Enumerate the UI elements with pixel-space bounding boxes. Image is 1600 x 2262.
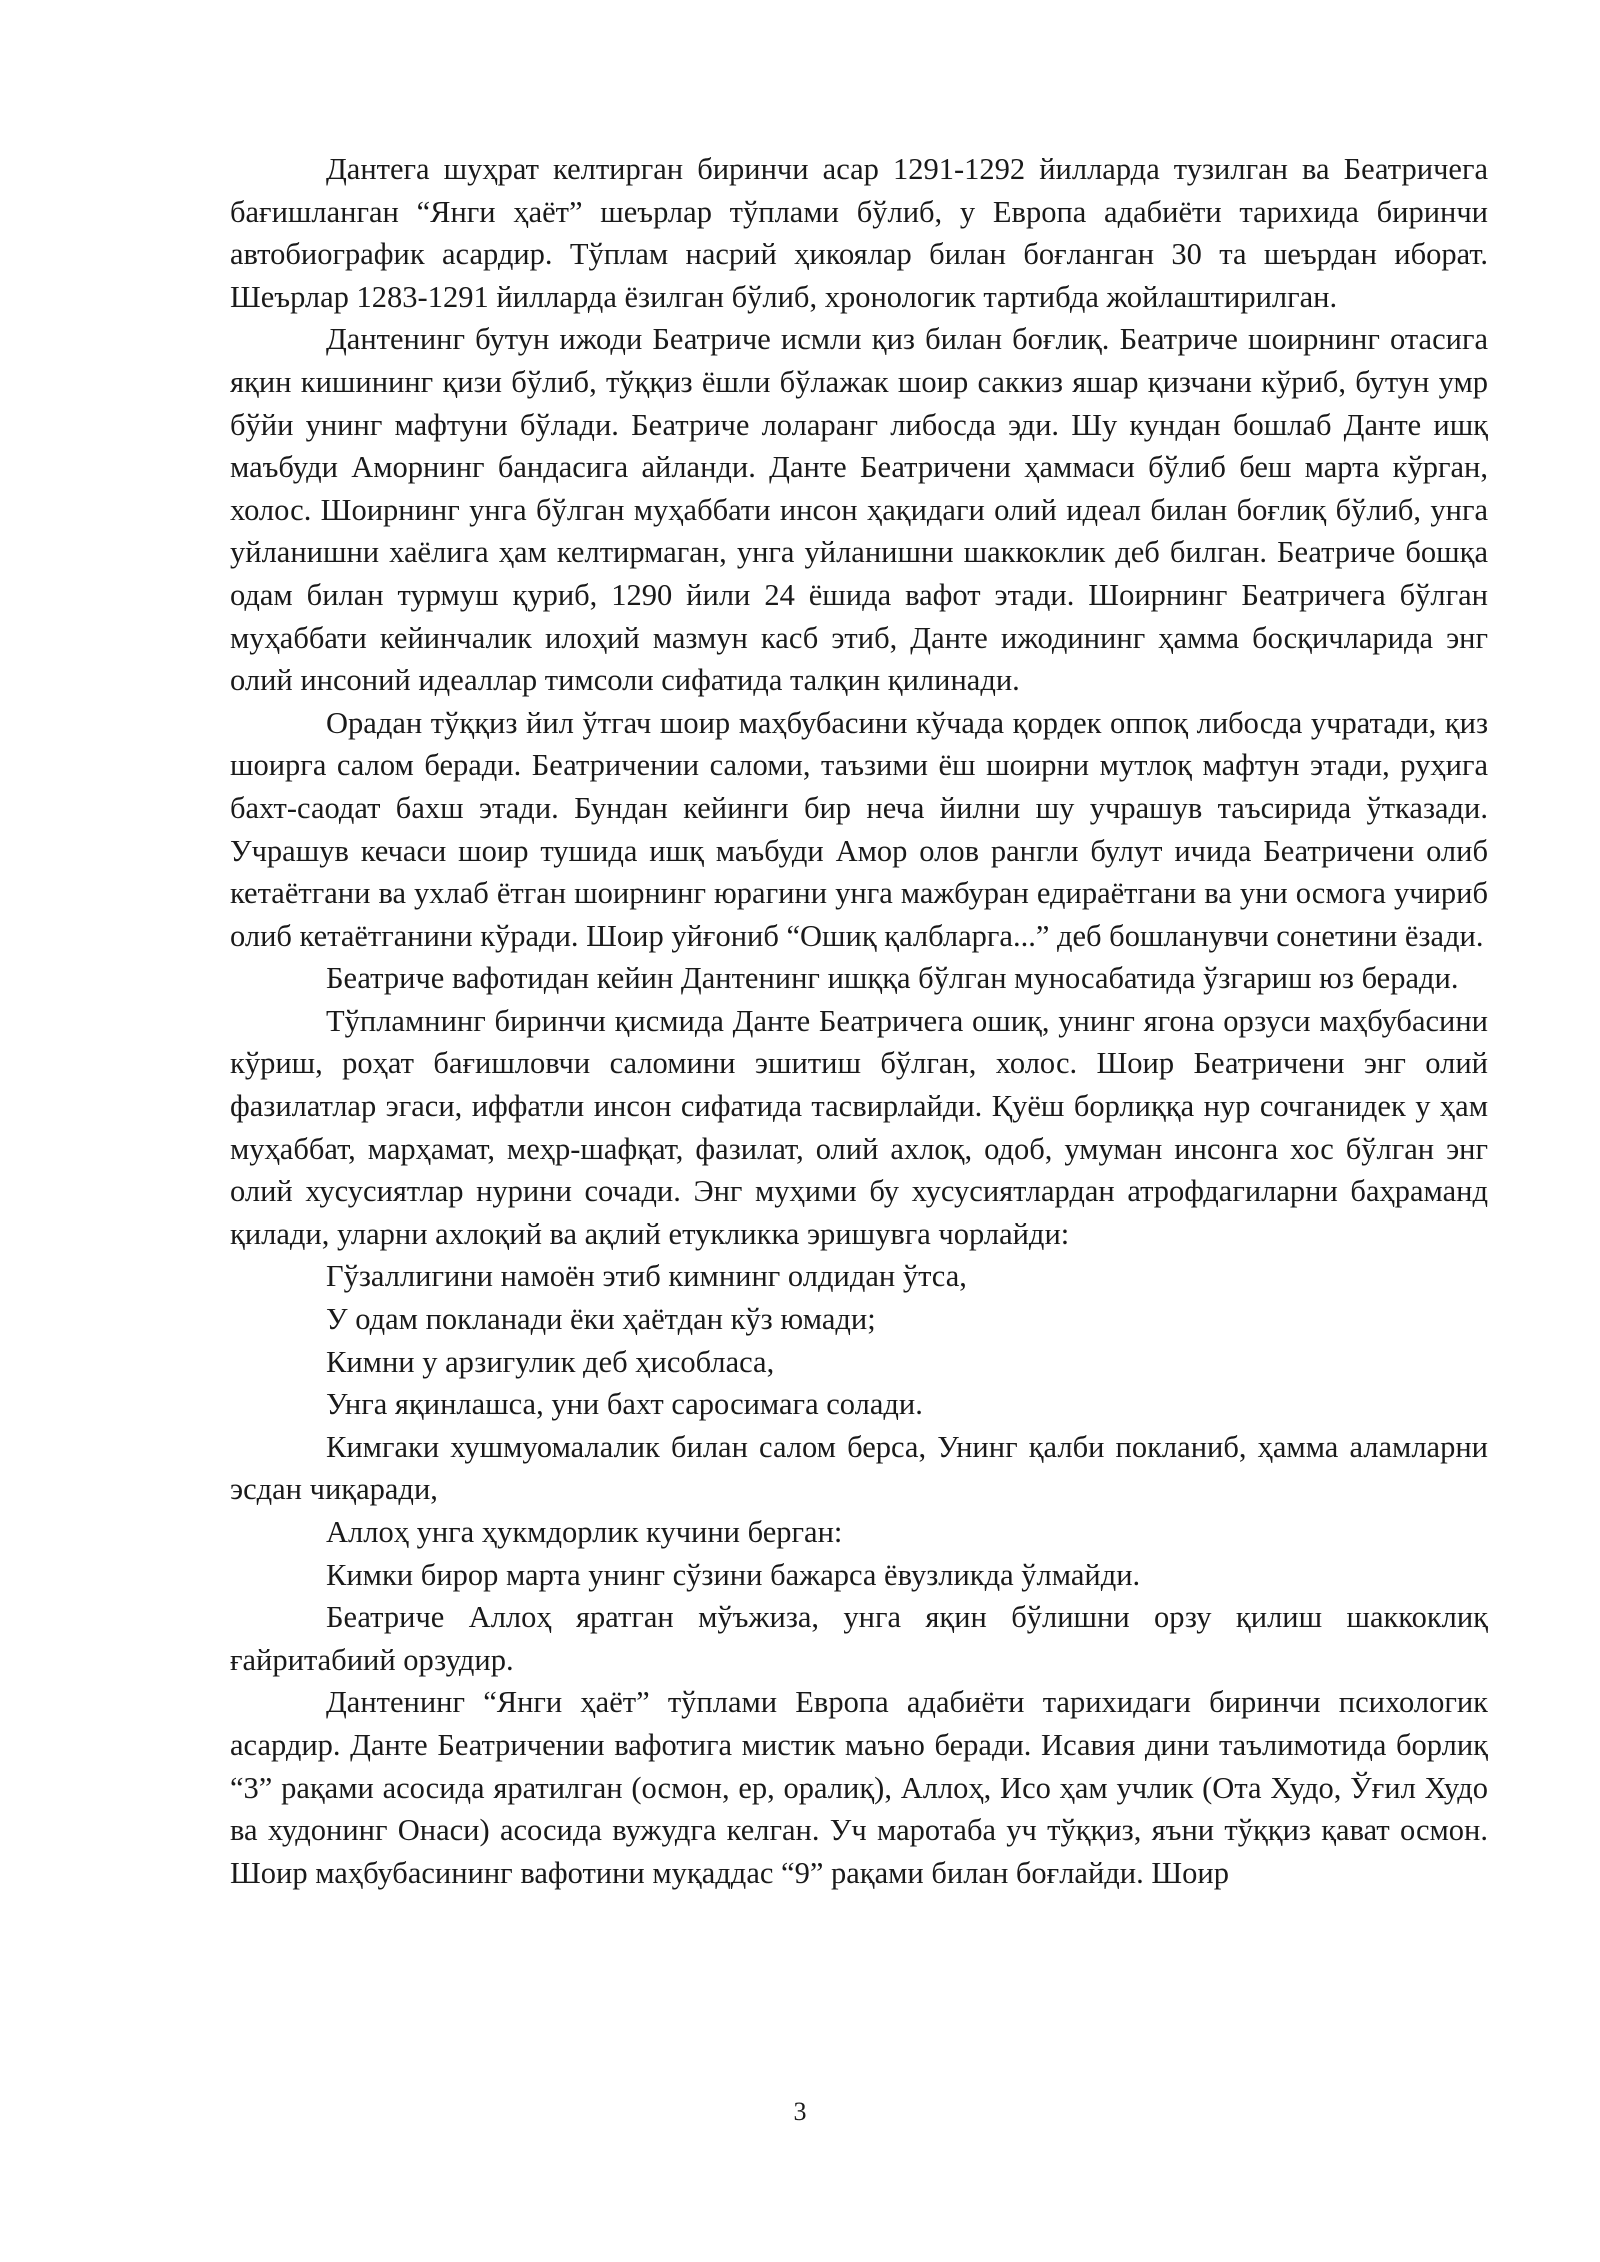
paragraph: Дантенинг “Янги ҳаёт” тўплами Европа адабиёти тарихидаги биринчи психологик асардир. Данте Беатричении вафотига мистик маъно беради. Исавия дини таълимотида борлиқ “3” рақами асосида яратилган (осмон, ер, оралиқ), Аллоҳ, Исо ҳам учлик (Ота Худо, Ўғил Худо ва худонинг Онаси) асосида вужудга келган. Уч маротаба уч тўққиз, яъни тўққиз қават осмон. Шоир маҳбубасининг вафотини муқаддас “9” рақами билан боғлайди. Шоир — [230, 1685, 1488, 1890]
paragraph: Беатриче Аллоҳ яратган мўъжиза, унга яқин бўлишни орзу қилиш шаккоклиқ ғайритабиий орзудир. — [230, 1600, 1488, 1677]
document-page — [230, 148, 1488, 1894]
paragraph: Дантенинг бутун ижоди Беатриче исмли қиз билан боғлиқ. Беатриче шоирнинг отасига яқин кишининг қизи бўлиб, тўққиз ёшли бўлажак шоир саккиз яшар қизчани кўриб, бутун умр бўйи унинг мафтуни бўлади. Беатриче лоларанг либосда эди. Шу кундан бошлаб Данте ишқ маъбуди Аморнинг бандасига айланди. Данте Беатричени ҳаммаси бўлиб беш марта кўрган, холос. Шоирнинг унга бўлган муҳаббати инсон ҳақидаги олий идеал билан боғлиқ бўлиб, унга уйланишни хаёлига ҳам келтирмаган, унга уйланишни шаккоклик деб билган. Беатриче бошқа одам билан турмуш қуриб, 1290 йили 24 ёшида вафот этади. Шоирнинг Беатричега бўлган муҳаббати кейинчалик илоҳий мазмун касб этиб, Данте ижодининг ҳамма босқичларида энг олий инсоний идеаллар тимсоли сифатида талқин қилинади. — [230, 322, 1488, 698]
verse-line: Аллоҳ унга ҳукмдорлик кучини берган: — [326, 1515, 843, 1549]
verse-line: Кимки бирор марта унинг сўзини бажарса ёвузликда ўлмайди. — [326, 1557, 1141, 1592]
paragraph: Орадан тўққиз йил ўтгач шоир маҳбубасини кўчада қордек оппоқ либосда учратади, қиз шоирга салом беради. Беатричении саломи, таъзими ёш шоирни мутлоқ мафтун этади, руҳига бахт-саодат бахш этади. Бундан кейинги бир неча йилни шу учрашув таъсирида ўтказади. Учрашув кечаси шоир тушида ишқ маъбуди Амор олов рангли булут ичида Беатричени олиб кетаётгани ва ухлаб ётган шоирнинг юрагини унга мажбуран едираётгани ва уни осмога учириб олиб кетаётганини кўради. Шоир уйғониб “Ошиқ қалбларга...” деб бошланувчи сонетини ёзади. — [230, 705, 1488, 953]
verse-line: У одам покланади ёки ҳаётдан кўз юмади; — [326, 1302, 876, 1337]
paragraph: Тўпламнинг биринчи қисмида Данте Беатричега ошиқ, унинг ягона орзуси маҳбубасини кўриш, роҳат бағишловчи саломини эшитиш бўлган, холос. Шоир Беатричени энг олий фазилатлар эгаси, иффатли инсон сифатида тасвирлайди. Қуёш борлиққа нур сочганидек у ҳам муҳаббат, марҳамат, меҳр-шафқат, фазилат, олий ахлоқ, одоб, умуман инсонга хос бўлган энг олий хусусиятлар нурини сочади. Энг муҳими бу хусусиятлардан атрофдагиларни баҳраманд қилади, уларни ахлоқий ва ақлий етукликка эришувга чорлайди: — [230, 1003, 1488, 1251]
paragraph: Дантега шуҳрат келтирган биринчи асар 1291-1292 йилларда тузилган ва Беатричега бағишланган “Янги ҳаёт” шеърлар тўплами бўлиб, у Европа адабиёти тарихида биринчи автобиографик асардир. Тўплам насрий ҳикоялар билан боғланган 30 та шеърдан иборат. Шеърлар 1283-1291 йилларда ёзилган бўлиб, хронологик тартибда жойлаштирилган. — [230, 152, 1488, 314]
verse-line: Унга яқинлашса, уни бахт саросимага солади. — [326, 1387, 923, 1422]
verse-line-long: Кимгаки хушмуомалалик билан салом берса, Унинг қалби покланиб, ҳамма аламларни эсдан чиқаради, — [230, 1429, 1488, 1507]
verse-line: Гўзаллигини намоён этиб кимнинг олдидан ўтса, — [326, 1259, 967, 1294]
paragraph: Беатриче вафотидан кейин Дантенинг ишққа бўлган муносабатида ўзгариш юз беради. — [326, 961, 1459, 996]
verse-line: Кимни у арзигулик деб ҳисобласа, — [326, 1344, 775, 1379]
page-number: 3 — [793, 2097, 807, 2126]
